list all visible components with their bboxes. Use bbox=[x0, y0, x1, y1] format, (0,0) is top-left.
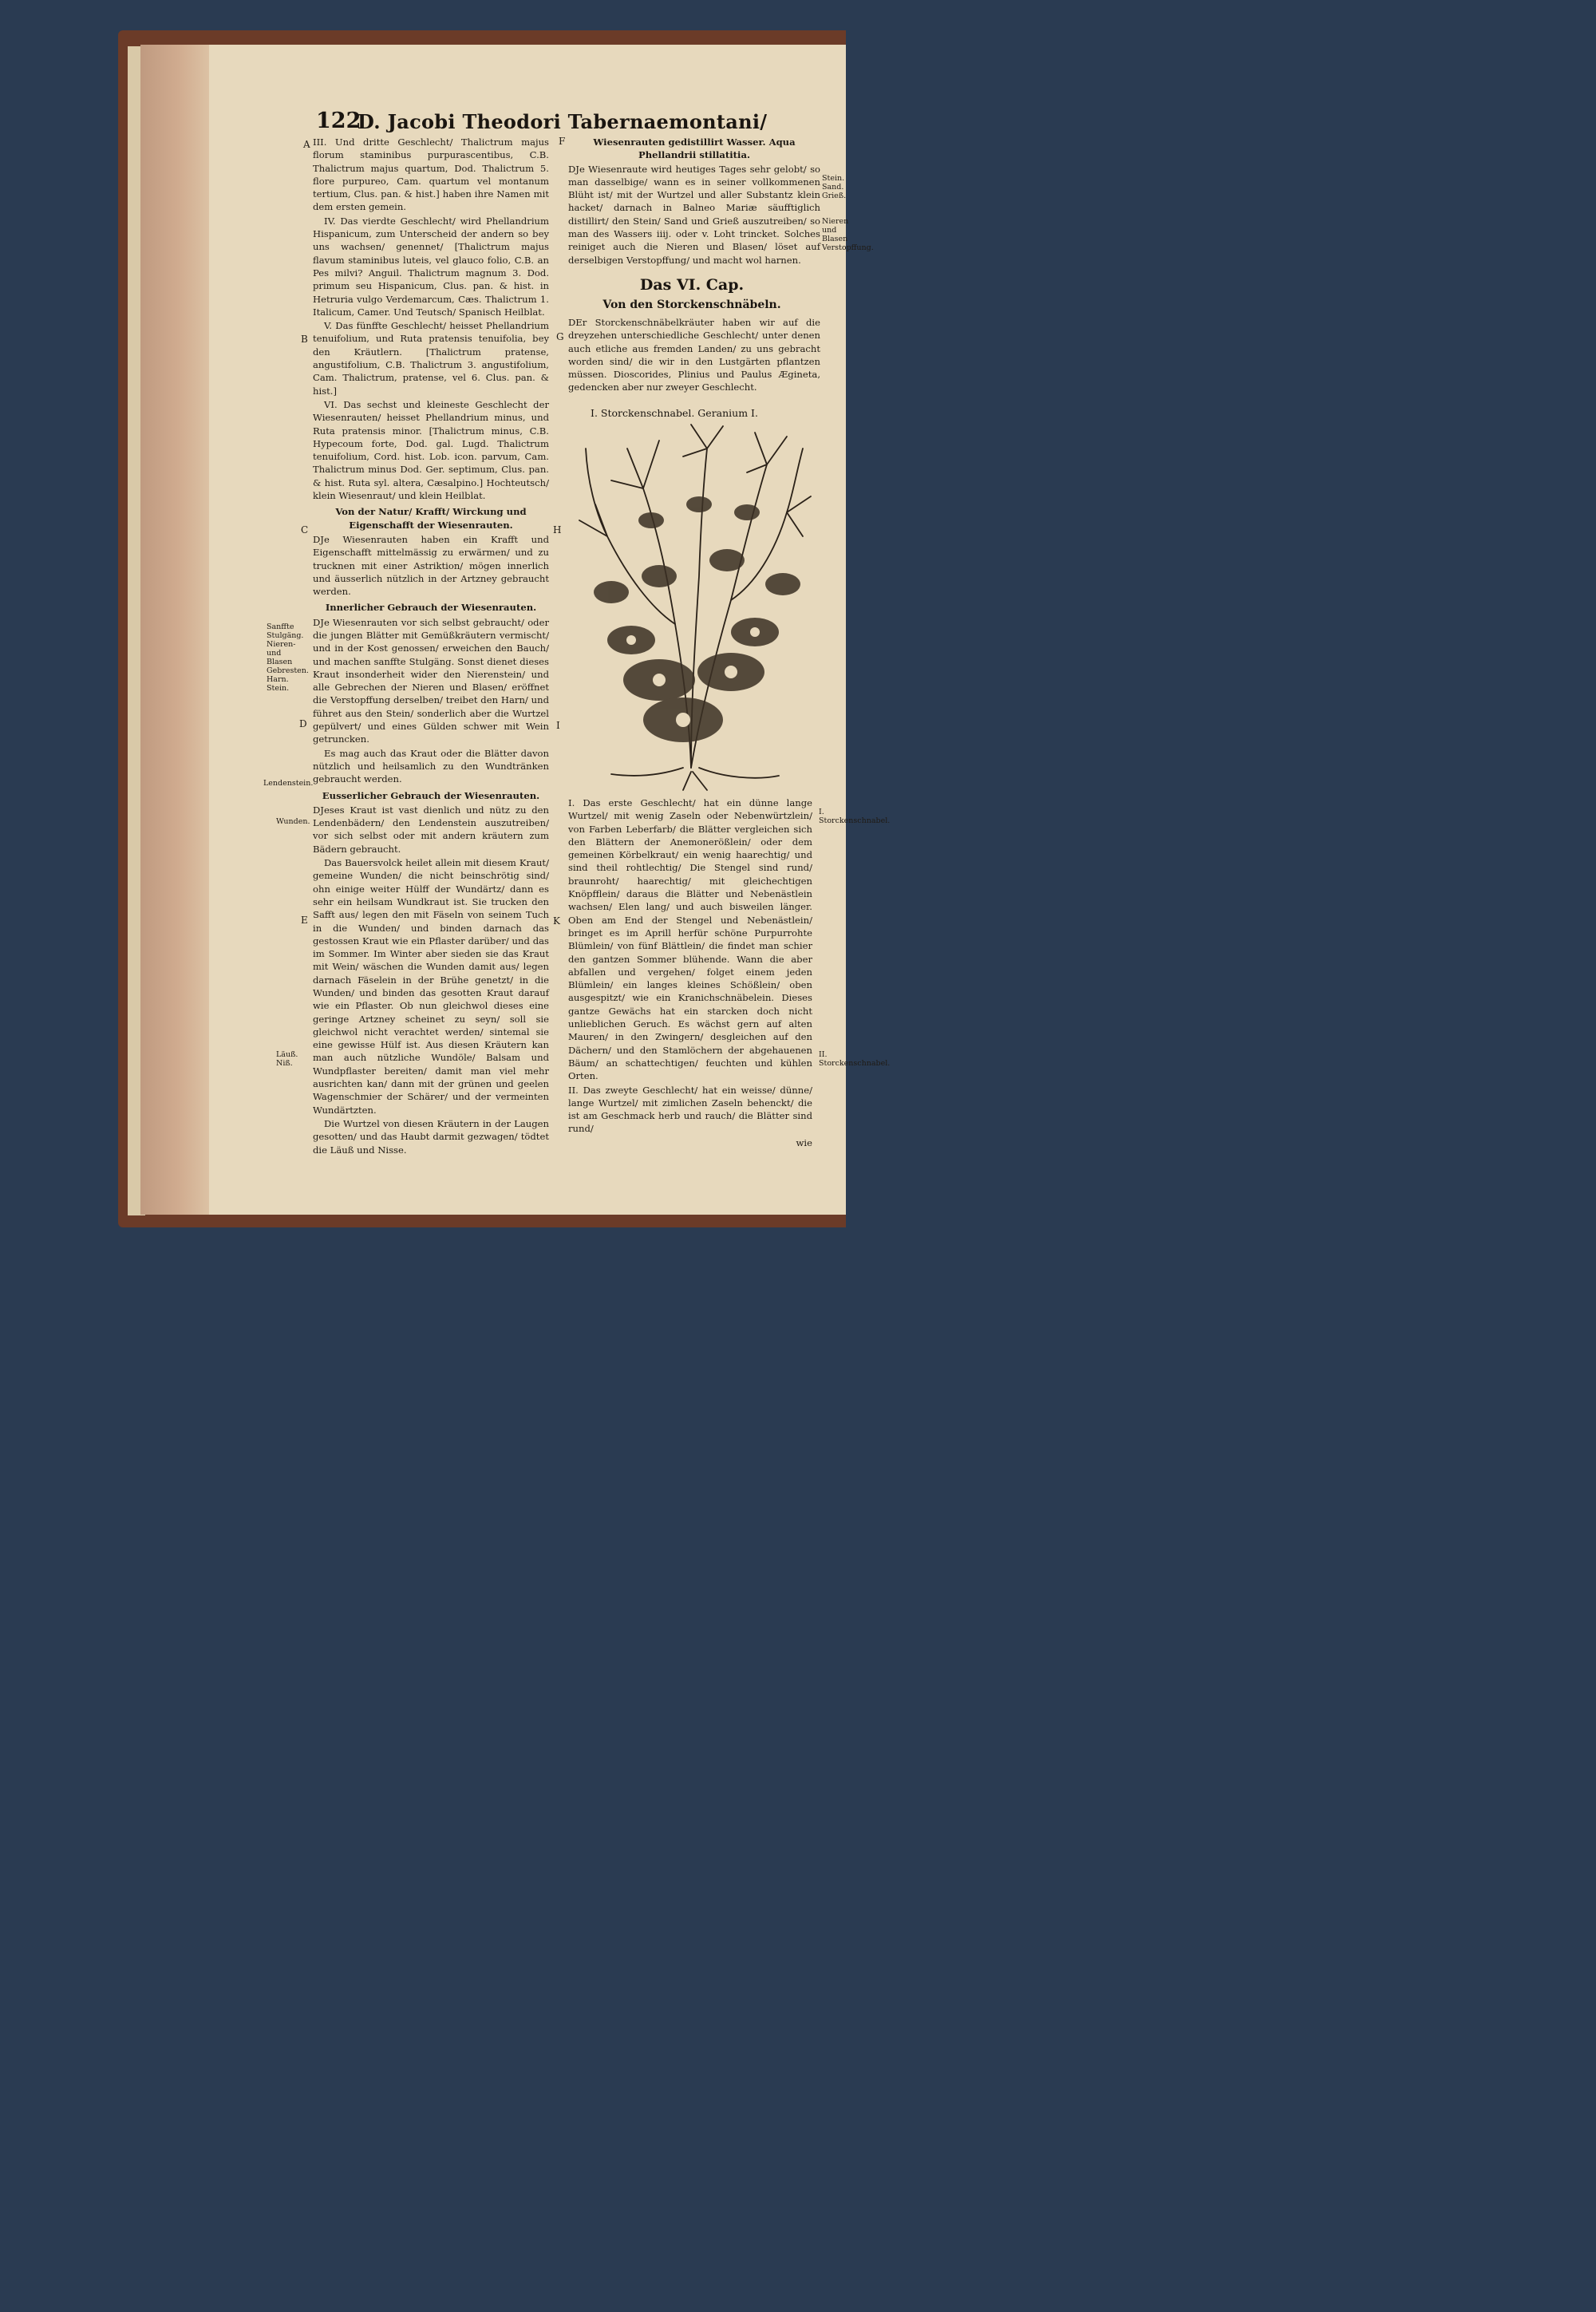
running-title: D. Jacobi Theodori Tabernaemontani/ bbox=[358, 110, 768, 133]
margin-note-sanffte: Sanffte Stulgäng. Nieren- und Blasen Gebresten. Harn. Stein. bbox=[267, 622, 309, 693]
mark-k: K bbox=[553, 915, 560, 927]
chapter-intro bbox=[568, 316, 820, 395]
section-text-eusserlich: DJeses Kraut ist vast dienlich und nütz zu den Lendenbädern/ den Lendenstein auszutreiben/ vor sich selbst oder mit andern kräutern zum Bädern gebraucht. bbox=[313, 804, 549, 855]
second-kind-text: II. Das zweyte Geschlecht/ hat ein weisse/ dünne/ lange Wurtzel/ mit zimlichen Zaseln behenckt/ die ist am Geschmack herb und rauch/ die Blätter sind rund/ bbox=[568, 1084, 812, 1135]
section-text-eusserlich-3: Die Wurtzel von diesen Kräutern in der Laugen gesotten/ und das Haubt darmit gezwagen/ tödtet die Läuß und Nisse. bbox=[313, 1117, 549, 1156]
section-title-natur: Von der Natur/ Krafft/ Wirckung und Eigenschafft der Wiesenrauten. bbox=[335, 506, 527, 531]
section-title-eusserlich: Eusserlicher Gebrauch der Wiesenrauten. bbox=[322, 789, 540, 801]
mark-g: G bbox=[556, 331, 564, 342]
margin-note-nieren: Nieren und Blasen Verstopffung. bbox=[822, 217, 874, 252]
first-kind-text: I. Das erste Geschlecht/ hat ein dünne lange Wurtzel/ mit wenig Zaseln oder Nebenwürtzlein/ von Farben Leberfarb/ die Blätter vergleichen sich den Blättern der Anemonerößlein/ oder dem gemeinen Körbelkraut/ ein wenig haarechtig/ und sind theil rohtlechtig/ Die Stengel sind rund/ braunroht/ haarechtig/ mit gleichechtigen Knöpfflein/ daraus die Blätter und Nebenästlein wachsen/ Elen lang/ und auch bisweilen länger. Oben am End der Stengel und Nebenästlein/ bringet es im Aprill herfür schöne Purpurrohte Blümlein/ von fünf Blättlein/ die findet man schier den gantzen Sommer blühende. Wann die aber abfallen und vergehen/ folget einem jeden Blümlein/ ein langes kleines Schößlein/ oben ausgespitzt/ wie ein Kranichschnäbelein. Dieses gantze Gewächs hat ein starcken doch nicht unlieblichen Geruch. Es wächst gern auf alten Mauren/ in den Zwingern/ desgleichen auf den Dächern/ und den Stamlöchern der abgehauenen Bäum/ an schattechtigen/ feuchten und kühlen Orten. bbox=[568, 797, 812, 1082]
section-text-eusserlich-2: Das Bauersvolck heilet allein mit diesem Kraut/ gemeine Wunden/ die nicht beinschrötig sind/ ohn einige weiter Hülff der Wundärtz/ dann es sehr ein heilsam Wundkraut ist. Sie trucken den Safft aus/ legen den mit Fäseln von seinem Tuch in die Wunden/ und binden darnach das gestossen Kraut wie ein Pflaster darüber/ und das im Sommer. Im Winter aber sieden sie das Kraut mit Wein/ wäschen die Wunden damit aus/ legen darnach Fäselein in der Brühe genetzt/ in die Wunden/ und binden das gesotten Kraut darauf wie ein Pflaster. Ob nun gleichwol dieses eine geringe Artzney scheinet zu seyn/ soll sie gleichwol nicht verachtet werden/ sintemal sie eine gewisse Hülf ist. Aus diesen Kräutern kan man auch nützliche Wundöle/ Balsam und Wundpflaster bereiten/ damit man viel mehr ausrichten kan/ dann mit der grünen und geelen Wagenschmier der Schärer/ und der vermeinten Wundärtzten. bbox=[313, 857, 549, 1116]
mark-e: E bbox=[301, 915, 308, 926]
margin-note-wunden: Wunden. bbox=[276, 817, 310, 826]
foredge-stain bbox=[140, 45, 209, 1215]
right-column-top bbox=[568, 136, 820, 267]
section-text-natur: DJe Wiesenrauten haben ein Krafft und Eigenschafft mittelmässig zu erwärmen/ und zu trucknen mit einer Astriktion/ mögen innerlich und äusserlich nützlich in der Artzney gebraucht werden. bbox=[313, 533, 549, 598]
water-title: Wiesenrauten gedistillirt Wasser. Aqua Phellandrii stillatitia. bbox=[593, 136, 796, 161]
margin-note-storckenschnabel-2: II. Storckenschnabel. bbox=[819, 1050, 891, 1068]
figure-caption: I. Storckenschnabel. Geranium I. bbox=[591, 407, 758, 419]
chapter-text: DEr Storckenschnäbelkräuter haben wir auf die dreyzehen unterschiedliche Geschlecht/ unter denen auch etliche aus fremden Landen/ zu uns gebracht worden sind/ die wir in den Lustgärten pflantzen müssen. Dioscorides, Plinius und Paulus Ægineta, gedencken aber nur zweyer Geschlecht. bbox=[568, 317, 820, 393]
mark-d: D bbox=[299, 718, 307, 729]
left-column bbox=[313, 136, 549, 1157]
mark-f: F bbox=[559, 136, 566, 147]
paragraph-iv: IV. Das vierdte Geschlecht/ wird Phellandrium Hispanicum, zum Unterscheid der andern so bey uns wachsen/ genennet/ [Thalictrum majus flavum staminibus luteis, vel glauco folio, C.B. an Pes milvi? Anguil. Thalictrum magnum 3. Dod. primum seu Hispanicum, Clus. pan. & hist. in Hetruria vulgo Verdemarcum, Cæs. Thalictrum 1. Italicum, Camer. Und Teutsch/ Spanisch Heilblat. bbox=[313, 215, 549, 318]
margin-note-laeuss: Läuß. Niß. bbox=[276, 1050, 298, 1068]
section-text-innerlich-2: Es mag auch das Kraut oder die Blätter davon nützlich und heilsamlich zu den Wundtränken gebraucht werden. bbox=[313, 747, 549, 785]
margin-note-lendenstein: Lendenstein. bbox=[263, 779, 314, 788]
section-text-innerlich: DJe Wiesenrauten vor sich selbst gebraucht/ oder die jungen Blätter mit Gemüßkräutern vermischt/ und in der Kost genossen/ erweichen den Bauch/ und machen sanffte Stulgäng. Sonst dienet dieses Kraut insonderheit wider den Nierenstein/ und alle Gebrechen der Nieren und Blasen/ eröffnet die Verstopffung derselben/ treibet den Harn/ und führet aus den Stein/ sonderlich aber die Wurtzel gepülvert/ und eines Gülden schwer mit Wein getruncken. bbox=[313, 616, 549, 745]
paragraph-vi: VI. Das sechst und kleineste Geschlecht der Wiesenrauten/ heisset Phellandrium minus, und Ruta pratensis minor. [Thalictrum minus, C.B. Hypecoum forte, Dod. gal. Lugd. Thalictrum tenuifolium, Cord. hist. Lob. icon. parvum, Cam. Thalictrum minus Dod. Ger. septimum, Clus. pan. & hist. Ruta syl. altera, Cæsalpino.] Hochteutsch/ klein Wiesenraut/ und klein Heilblat. bbox=[313, 398, 549, 502]
catchword: wie bbox=[796, 1136, 812, 1148]
margin-note-stein: Stein. Sand. Grieß. bbox=[822, 174, 847, 200]
chapter-heading: Das VI. Cap. bbox=[639, 276, 745, 294]
water-text: DJe Wiesenraute wird heutiges Tages sehr gelobt/ so man dasselbige/ wann es in seiner vollkommenen Blüht ist/ mit der Wurtzel und aller Substantz klein hacket/ darnach in Balneo Mariæ säufftiglich distillirt/ den Stein/ Sand und Grieß auszutreiben/ so man des Wassers iiij. oder v. Loht trincket. Solches reiniget auch die Nieren und Blasen/ löset auf derselbigen Verstopffung/ und macht wol harnen. bbox=[568, 163, 820, 266]
mark-i: I bbox=[556, 720, 560, 731]
right-column-bottom bbox=[568, 796, 812, 1150]
margin-note-storckenschnabel-1: I. Storckenschnabel. bbox=[819, 808, 891, 825]
paragraph-v: V. Das fünffte Geschlecht/ heisset Phellandrium tenuifolium, und Ruta pratensis tenuifolia, bey den Kräutlern. [Thalictrum pratense, angustifolium, C.B. Thalictrum 3. angustifolium, Cam. Thalictrum, pratense, vel 6. Clus. pan. & hist.] bbox=[313, 320, 549, 397]
woodcut-geranium-icon bbox=[563, 417, 819, 792]
mark-c: C bbox=[301, 524, 309, 536]
mark-b: B bbox=[301, 334, 308, 345]
chapter-subtitle: Von den Storckenschnäbeln. bbox=[602, 298, 781, 311]
page-number: 122 bbox=[316, 109, 361, 133]
paragraph-iii: III. Und dritte Geschlecht/ Thalictrum majus florum staminibus purpurascentibus, C.B. Thalictrum majus quartum, Dod. Thalictrum 5. flore purpureo, Cam. quartum vel montanum tertium, Clus. pan. & hist.] haben ihre Namen mit dem ersten gemein. bbox=[313, 136, 549, 213]
mark-a: A bbox=[303, 139, 310, 150]
mark-h: H bbox=[553, 524, 562, 536]
section-title-innerlich: Innerlicher Gebrauch der Wiesenrauten. bbox=[325, 602, 537, 614]
